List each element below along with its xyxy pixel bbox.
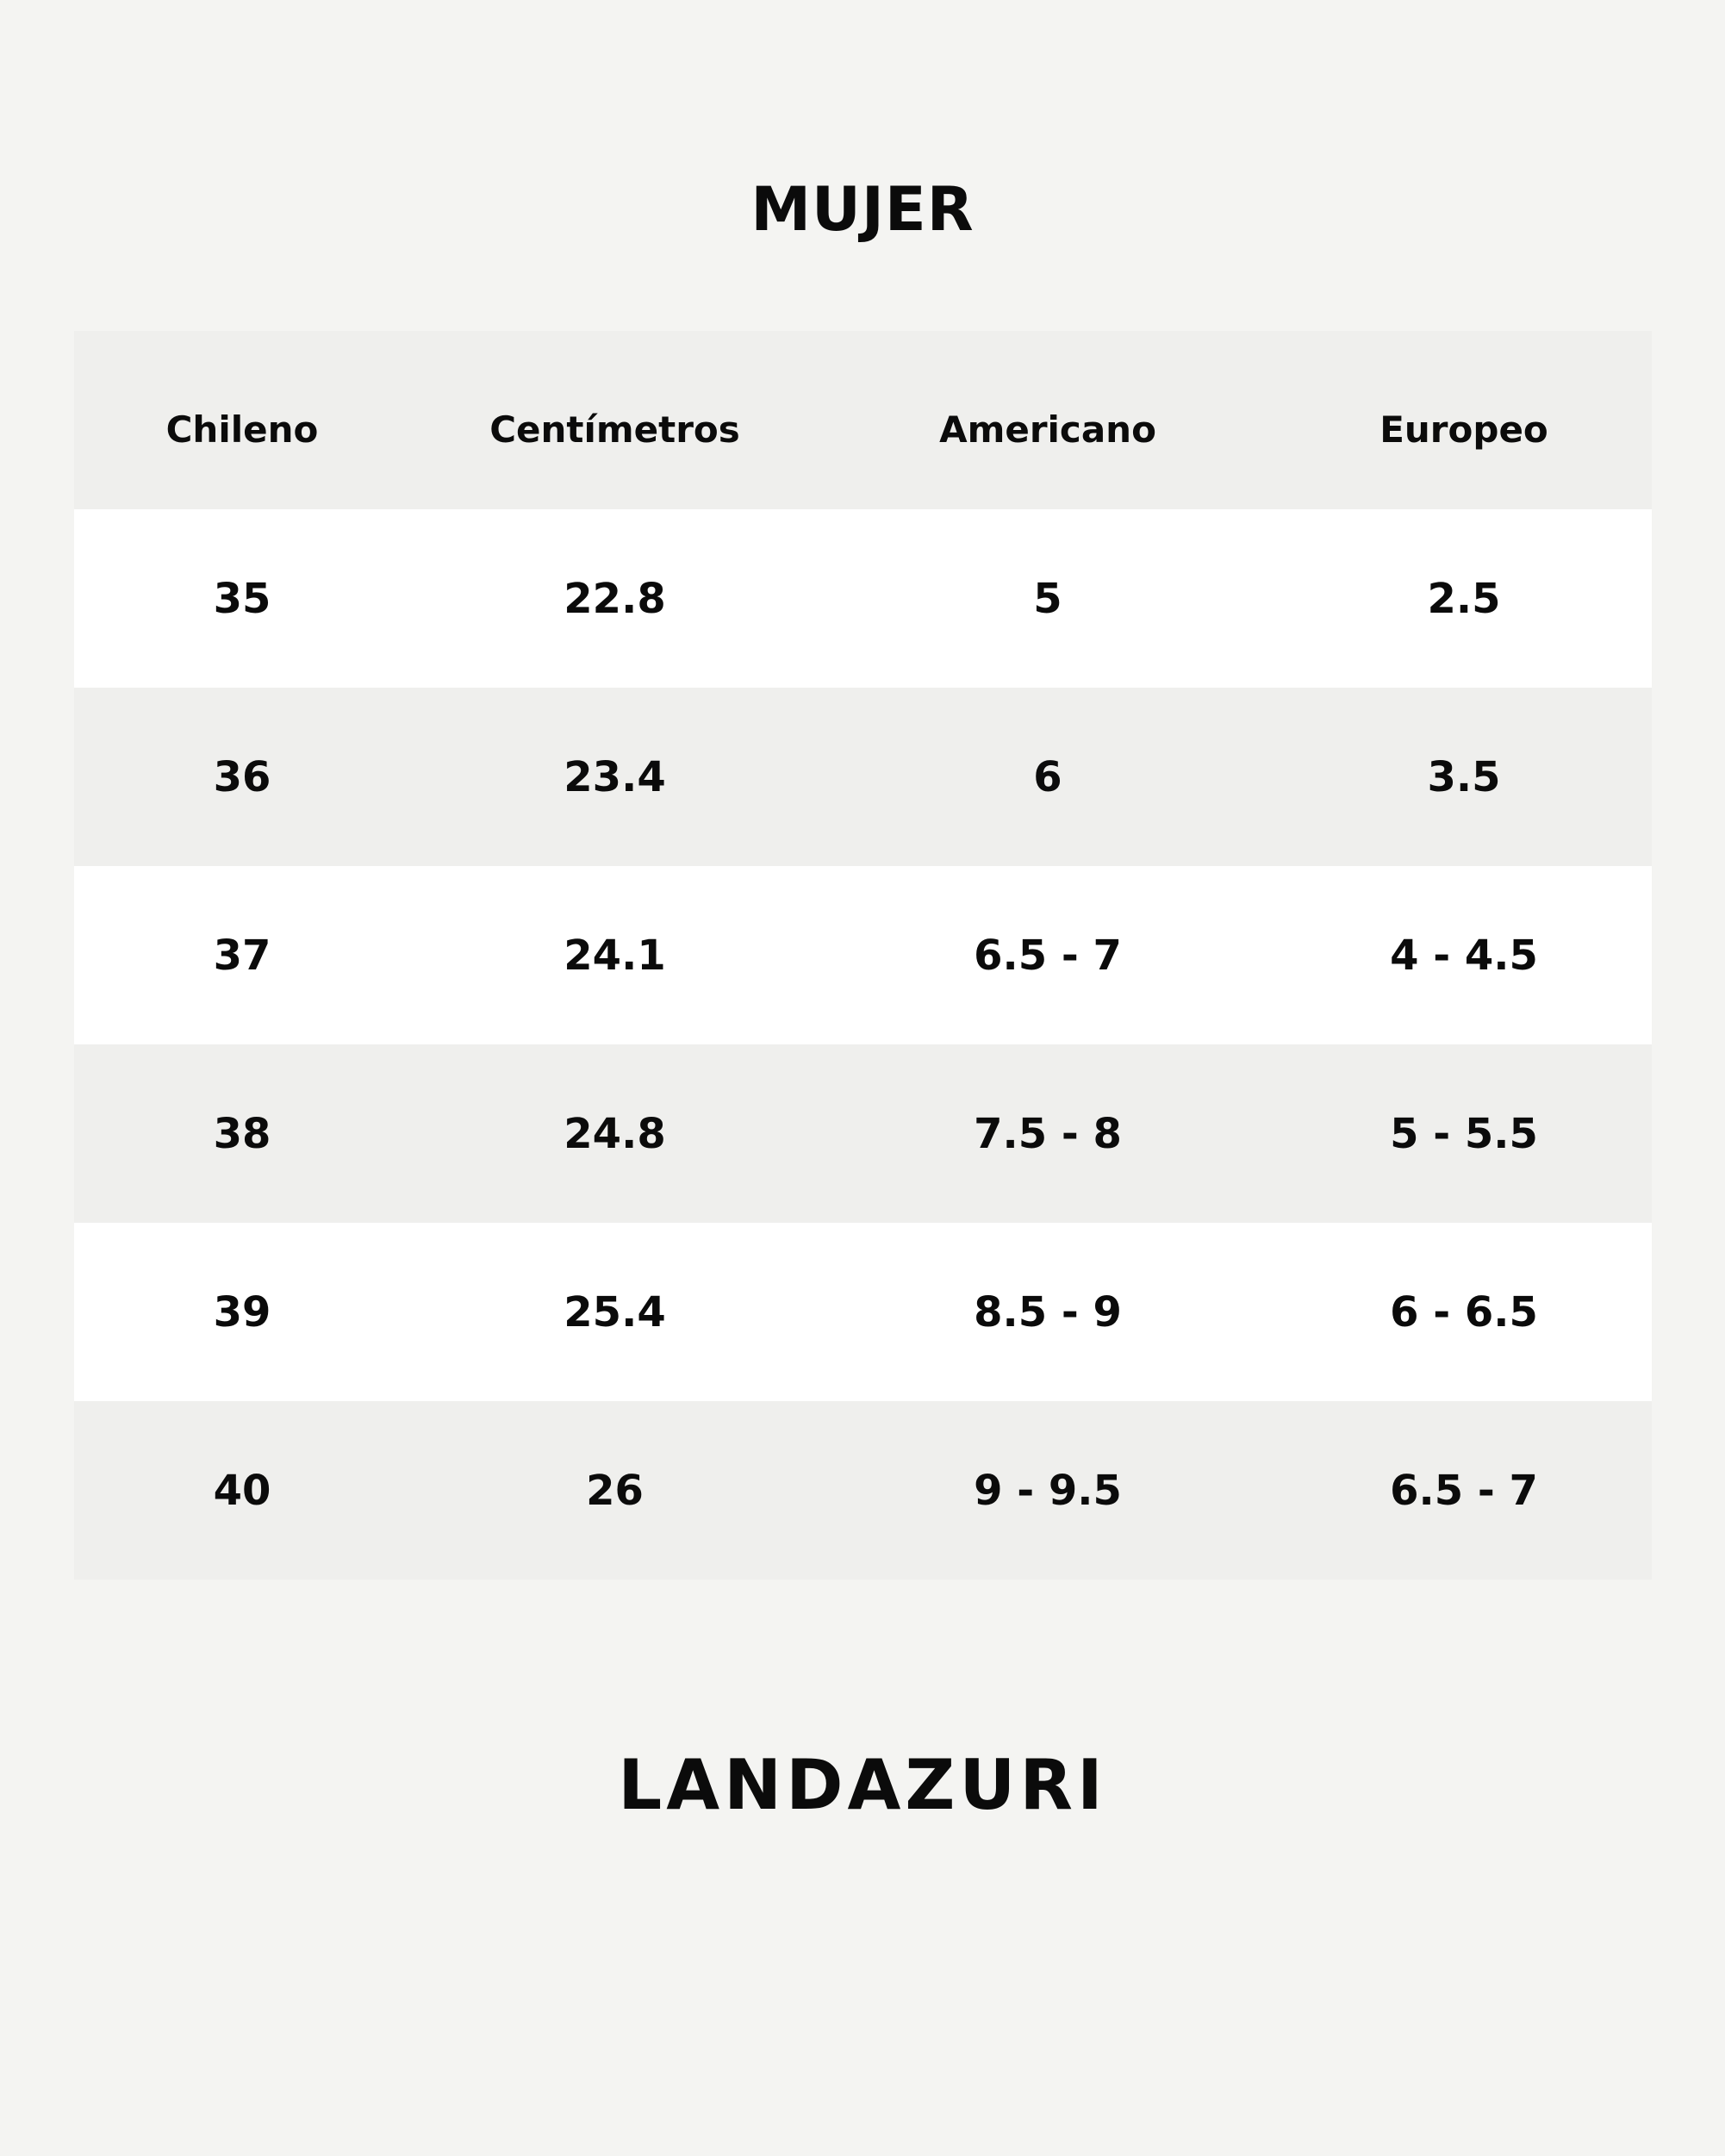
table-row (74, 1223, 1652, 1401)
cell-europeo: 2.5 (1427, 574, 1501, 623)
cell-americano: 5 (1033, 574, 1062, 623)
cell-europeo: 6 - 6.5 (1390, 1287, 1538, 1337)
table-row (74, 1044, 1652, 1223)
cell-chileno: 35 (213, 574, 271, 623)
cell-centimetros: 25.4 (564, 1287, 666, 1337)
cell-europeo: 6.5 - 7 (1390, 1466, 1538, 1515)
cell-chileno: 38 (213, 1109, 271, 1158)
cell-americano: 6.5 - 7 (974, 931, 1122, 980)
cell-americano: 8.5 - 9 (974, 1287, 1122, 1337)
cell-chileno: 39 (213, 1287, 271, 1337)
header-chileno: Chileno (165, 408, 319, 451)
size-table (74, 331, 1652, 1580)
cell-centimetros: 22.8 (564, 574, 666, 623)
cell-chileno: 37 (213, 931, 271, 980)
brand-logo: LANDAZURI (618, 1745, 1107, 1825)
cell-americano: 9 - 9.5 (974, 1466, 1122, 1515)
cell-europeo: 3.5 (1427, 752, 1501, 801)
cell-chileno: 36 (213, 752, 271, 801)
cell-centimetros: 24.8 (564, 1109, 666, 1158)
header-centimetros: Centímetros (489, 408, 740, 451)
cell-americano: 7.5 - 8 (974, 1109, 1122, 1158)
table-header-row (74, 331, 1652, 509)
cell-americano: 6 (1033, 752, 1062, 801)
cell-chileno: 40 (213, 1466, 271, 1515)
cell-europeo: 4 - 4.5 (1390, 931, 1538, 980)
header-americano: Americano (939, 408, 1156, 451)
cell-centimetros: 23.4 (564, 752, 666, 801)
table-row (74, 688, 1652, 866)
cell-centimetros: 24.1 (564, 931, 666, 980)
page-title: MUJER (750, 174, 975, 245)
header-europeo: Europeo (1379, 408, 1548, 451)
cell-europeo: 5 - 5.5 (1390, 1109, 1538, 1158)
table-row (74, 1401, 1652, 1580)
table-row (74, 866, 1652, 1044)
table-row (74, 509, 1652, 688)
cell-centimetros: 26 (586, 1466, 644, 1515)
